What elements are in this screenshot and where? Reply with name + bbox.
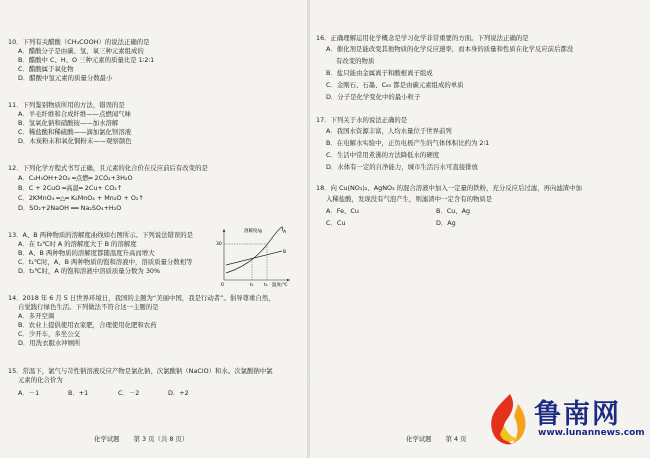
- option-b: B．醋酸中 C、H、O 三种元素的质量比是 1∶2∶1: [18, 56, 155, 64]
- option-b: B．C + 2CuO ═高温═ 2Cu+ CO₂↑: [18, 184, 123, 192]
- page-fold: [307, 0, 310, 458]
- question-stem-continued: 入稀盐酸，发现没有气泡产生，则滤渣中一定含有的物质是: [326, 195, 493, 203]
- option-c: C．2KMnO₄ ═△═ K₂MnO₄ + Mn₂O + O₂↑: [18, 194, 144, 202]
- option-d: D．用洗衣服水冲厕所: [18, 339, 81, 347]
- option-a: A．－1: [18, 389, 40, 397]
- page-footer: [94, 435, 200, 444]
- options-row-2: [326, 217, 642, 229]
- curve-a-label: A: [283, 230, 287, 235]
- option-d: D．+2: [168, 389, 189, 397]
- question-12: [8, 164, 302, 213]
- option-b: B．Cu、Ag: [436, 207, 471, 215]
- question-15: [8, 367, 302, 398]
- x-tick-t1: t₁: [250, 283, 254, 287]
- footer-page-number: 第 4 页: [445, 435, 467, 443]
- question-stem: 13．A、B 两种物质的溶解度曲线如右图所示。下列说法错误的是: [8, 231, 194, 239]
- option-a-continued: 有改变的物质: [336, 57, 375, 65]
- footer-page-number: 第 3 页（共 8 页）: [133, 435, 189, 443]
- question-17: [316, 116, 642, 173]
- y-axis-label: 溶解度/g: [244, 229, 262, 234]
- logo-url: www.lunannews.com: [538, 428, 645, 438]
- y-axis-arrow-icon: [223, 229, 225, 232]
- option-a: A．我国水资源丰富，人均水量位于世界前列: [326, 127, 452, 135]
- option-c: C．金刚石、石墨、C₆₀ 都是由碳元素组成的单质: [326, 81, 464, 89]
- option-a: A．催化剂是能改变其他物质的化学反应速率，而本身的质量和性质在化学反应前后都没: [326, 45, 574, 53]
- option-a: A．Fe、Cu: [326, 207, 359, 215]
- question-16: [316, 34, 642, 103]
- option-d: D．水体有一定的自净能力，城市生活污水可直接排放: [326, 163, 478, 171]
- question-14: [8, 294, 302, 348]
- question-stem: 15．常温下，氯气与苛性钠溶液反应产物是氯化钠、次氯酸钠（NaClO）和水。次氯酸钠中氯: [8, 367, 273, 375]
- page-footer: [406, 435, 479, 444]
- footer-subject: 化学试题: [406, 435, 432, 443]
- option-c: C．生活中常用煮沸的方法降低水的硬度: [326, 151, 440, 159]
- question-11: [8, 101, 302, 146]
- option-b: B．盐只能由金属离子和酸根离子组成: [326, 69, 433, 77]
- question-stem: 18．向 Cu(NO₃)₂、AgNO₃ 的混合溶液中加入一定量的铁粉，充分反应后过滤，再向滤渣中加: [316, 184, 582, 192]
- logo-text: 鲁南网: [534, 399, 621, 430]
- x-axis-arrow-icon: [287, 279, 290, 281]
- question-stem-continued: 自觉践行绿色生活。下列做法不符合这一主题的是: [18, 303, 159, 311]
- question-stem-continued: 元素的化合价为: [18, 376, 63, 384]
- curve-b-label: B: [283, 250, 287, 255]
- site-watermark-logo: [482, 388, 645, 454]
- x-axis-label: 温度/℃: [272, 283, 288, 287]
- option-d: D．分子是化学变化中的最小粒子: [326, 93, 421, 101]
- option-b: B．+1: [68, 389, 89, 397]
- flame-logo-icon: [482, 390, 534, 450]
- question-18: [316, 184, 642, 229]
- question-stem: 17．下列关于水的说法正确的是: [316, 116, 408, 124]
- option-b: B．农业上提倡使用农家肥，合理使用化肥和农药: [18, 321, 157, 329]
- option-b: B．氢氧化钠和硝酸铵——加水溶解: [18, 119, 119, 127]
- question-stem: 12．下列化学方程式书写正确，且元素的化合价在反应前后有改变的是: [8, 164, 208, 172]
- curve-b: [226, 251, 282, 265]
- option-d: D．木炭粉末和氧化铜粉末——观察颜色: [18, 137, 132, 145]
- option-c: C．－2: [118, 389, 140, 397]
- option-c: C．少开车，多坐公交: [18, 330, 80, 338]
- option-d: D．Ag: [436, 219, 456, 227]
- option-b: B．A、B 两种物质的溶解度都随温度升高而增大: [18, 249, 155, 257]
- origin-label: 0: [221, 283, 224, 287]
- question-stem: 14．2018 年 6 月 5 日世界环境日，我国的主题为“美丽中国，我是行动者”。倡导尊重自然，: [8, 294, 275, 302]
- question-10: [8, 38, 302, 83]
- option-a: A．醋酸分子是由碳、氢、氧三种元素组成的: [18, 47, 144, 55]
- option-d: D．SO₂+2NaOH ══ Na₂SO₄+H₂O: [18, 204, 122, 212]
- y-tick-label: 30: [216, 242, 222, 247]
- option-b: B．在电解水实验中，正负电极产生的气体体积比约为 2∶1: [326, 139, 490, 147]
- footer-subject: 化学试题: [94, 435, 120, 443]
- question-stem: 11．下列鉴别物质所用的方法，错误的是: [8, 101, 125, 109]
- question-stem: 16．正确理解运用化学概念是学习化学非常重要的方面。下列说法正确的是: [316, 34, 529, 42]
- option-c: C．Cu: [326, 219, 346, 227]
- option-a: A．多开空调: [18, 312, 55, 320]
- option-a: A．C₂H₅OH+2O₂ ═点燃═ 2CO₂+3H₂O: [18, 174, 133, 182]
- options-row-1: [326, 205, 642, 217]
- option-d: D．醋酸中氢元素的质量分数最小: [18, 74, 113, 82]
- option-c: C．稀盐酸和稀硫酸——滴加氯化钡溶液: [18, 128, 132, 136]
- question-stem: 10．下列有关醋酸（CH₃COOH）的说法正确的是: [8, 38, 150, 46]
- option-a: A．在 t₂℃时 A 的溶解度大于 B 的溶解度: [18, 240, 137, 248]
- option-c: C．醋酸属于氧化物: [18, 65, 74, 73]
- options-row: [18, 389, 302, 398]
- x-tick-t2: t₂: [264, 283, 268, 287]
- option-a: A．羊毛纤维和合成纤维——点燃闻气味: [18, 110, 132, 118]
- option-d: D．t₂℃时，A 的饱和溶液中溶质质量分数为 30%: [18, 267, 161, 275]
- option-c: C．t₁℃时，A、B 两种物质的饱和溶液中，溶质质量分数相等: [18, 258, 193, 266]
- solubility-graph: [214, 225, 296, 287]
- left-page: [8, 22, 302, 458]
